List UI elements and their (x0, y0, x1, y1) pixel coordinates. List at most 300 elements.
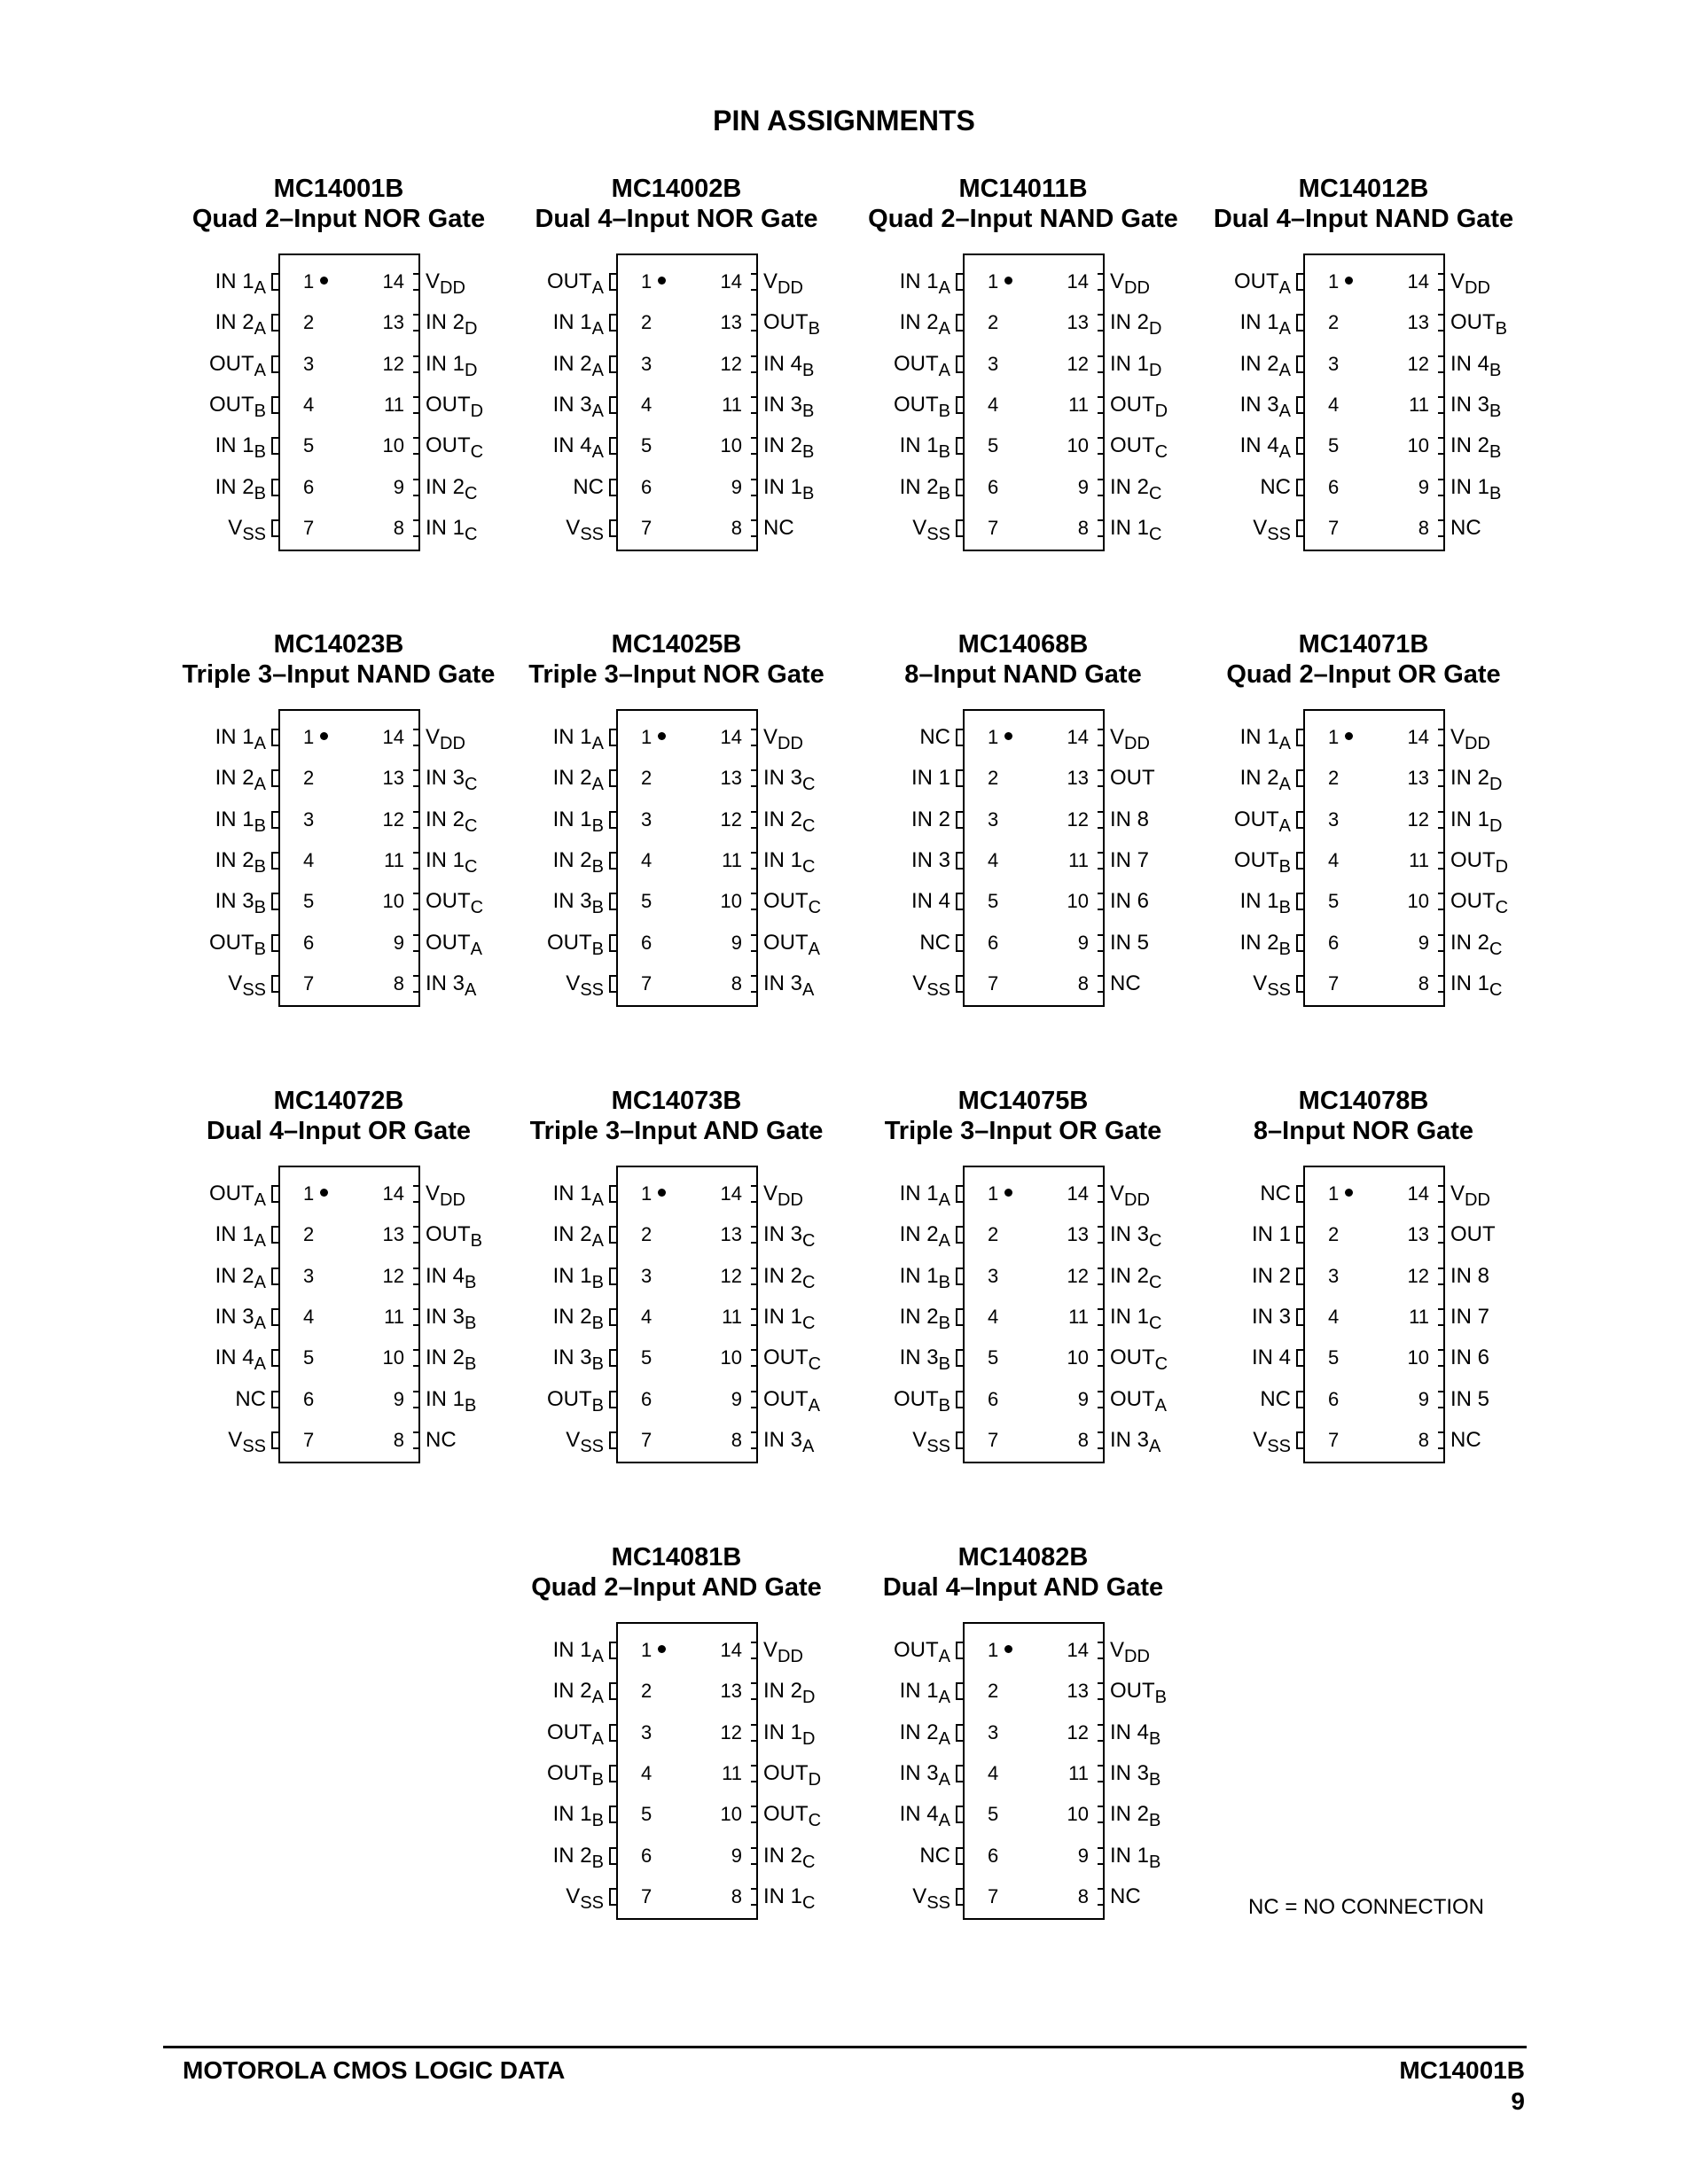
pin-label (552, 1181, 604, 1210)
pin-signal-name: IN 2 (426, 310, 465, 335)
pin-stub (1098, 1349, 1105, 1367)
pin-label (1450, 269, 1490, 298)
pin-signal-subscript: A (591, 1728, 604, 1749)
pin-stub (609, 355, 616, 373)
pin-signal-name: IN 1 (426, 847, 465, 872)
pin-signal-name: IN 2 (552, 1222, 592, 1247)
pin-label (546, 1720, 604, 1749)
pin-signal-subscript: C (802, 1313, 816, 1333)
pin-label (1110, 474, 1161, 501)
pin-signal-subscript: A (938, 1811, 950, 1831)
part-number: MC14001B (273, 175, 404, 203)
pin-label (1252, 1304, 1291, 1330)
pin-signal-name: NC (426, 1427, 457, 1452)
pin-signal-subscript: B (1489, 442, 1502, 463)
pin-stub (609, 1847, 616, 1865)
pin1-marker-dot-icon (1004, 1189, 1012, 1197)
pin-signal-name: IN 1 (552, 807, 592, 831)
pin-left-7 (837, 515, 999, 544)
pin-signal-subscript: B (1489, 401, 1502, 421)
pin-signal-subscript: B (591, 856, 604, 877)
pin-number: 10 (1067, 434, 1089, 457)
pin-signal-name: OUT (208, 1182, 254, 1205)
part-number: MC14072B (273, 1087, 404, 1115)
pin-number: 7 (1328, 516, 1340, 539)
pin1-marker-dot-icon (320, 1189, 328, 1197)
pin-signal-name: IN 1 (1450, 807, 1490, 831)
pin-left-2 (837, 1221, 999, 1252)
pin-signal-name: IN 4 (426, 1263, 465, 1288)
pin-signal-subscript: DD (1465, 278, 1490, 298)
pin-number: 3 (1328, 1264, 1340, 1287)
pin-number: 4 (303, 1305, 315, 1328)
pin-right-9 (1077, 1843, 1209, 1872)
pin-signal-subscript: C (802, 1892, 816, 1913)
pin-label (215, 433, 266, 463)
pin-stub (956, 396, 963, 414)
pin-signal-name: V (1450, 1182, 1465, 1205)
pin-number: 7 (1328, 1428, 1340, 1451)
pin-label (1110, 515, 1161, 542)
pin-signal-subscript: C (802, 1272, 816, 1292)
pin-stub (271, 934, 278, 952)
pin-stub (1438, 479, 1445, 496)
pin-stub (1438, 1431, 1445, 1449)
pin-right-14 (1407, 1181, 1550, 1210)
pin-label (1450, 930, 1503, 959)
pin-left-1 (1177, 1181, 1340, 1207)
pin-number: 12 (720, 807, 742, 831)
pin-number: 7 (988, 971, 999, 994)
pin-left-2 (837, 1678, 999, 1708)
pin-signal-subscript: DD (1124, 734, 1150, 753)
pin-signal-subscript: SS (926, 1892, 950, 1913)
pin-signal-name: IN 2 (763, 1263, 803, 1288)
pin-left-6 (837, 930, 999, 956)
pin-label (426, 1181, 465, 1210)
pin-left-5 (1177, 888, 1340, 918)
pin-signal-name: IN 2 (1251, 1263, 1291, 1288)
pin-number: 4 (641, 1761, 653, 1784)
pin-stub (413, 1268, 420, 1285)
pin-signal-name: OUT (1110, 1346, 1155, 1370)
pin-stub (956, 811, 963, 829)
pin-number: 11 (1409, 1305, 1429, 1328)
pin-signal-name: IN 2 (215, 847, 254, 872)
pin-number: 3 (988, 1264, 999, 1287)
pin-number: 5 (303, 890, 315, 913)
pin-number: 12 (382, 1264, 404, 1287)
pin-signal-subscript: SS (242, 1436, 266, 1456)
pin-right-8 (1077, 1884, 1209, 1910)
pin-signal-name: IN 3 (1110, 1760, 1150, 1785)
pin-signal-subscript: A (1278, 442, 1291, 463)
pin-stub (751, 729, 758, 746)
pin-number: 13 (720, 767, 742, 790)
pin-signal-name: OUT (426, 930, 471, 955)
pin-label (763, 724, 803, 751)
pin-signal-subscript: B (254, 442, 266, 463)
pin-number: 14 (382, 726, 404, 748)
pin-left-4 (837, 1304, 999, 1333)
pin-signal-subscript: C (1154, 1354, 1168, 1375)
pin-label (763, 1221, 816, 1252)
pin-label (1233, 847, 1291, 877)
pin-stub (1098, 1806, 1105, 1823)
pin-signal-name: V (228, 515, 243, 540)
pin-number: 5 (1328, 1346, 1340, 1369)
pin-signal-name: OUT (426, 433, 471, 458)
pin-signal-name: IN 3 (426, 766, 465, 791)
pin-stub (956, 273, 963, 291)
pin-signal-subscript: B (1149, 1728, 1161, 1749)
pin-signal-name: V (1253, 971, 1268, 995)
pin-label (1110, 1843, 1161, 1872)
pin-label (215, 724, 266, 751)
pin-label (215, 1304, 266, 1333)
pin-label (912, 971, 950, 1000)
pin-signal-name: IN 3 (899, 1760, 939, 1785)
pin-label (911, 888, 950, 915)
pin-left-3 (152, 807, 315, 836)
pin-signal-subscript: B (591, 898, 604, 918)
pin-number: 13 (382, 1223, 404, 1246)
pin-number: 5 (303, 1346, 315, 1369)
pin-signal-name: IN 2 (552, 351, 592, 376)
pin-number: 9 (1077, 1844, 1089, 1867)
pin-stub (609, 1642, 616, 1659)
pin-number: 9 (393, 1387, 404, 1410)
pin-signal-name: OUT (763, 930, 809, 955)
pin-left-4 (490, 392, 653, 421)
pin-number: 9 (1077, 1387, 1089, 1410)
pin-signal-name: NC (763, 515, 794, 540)
pin-stub (1438, 1185, 1445, 1203)
pin-signal-subscript: B (591, 1272, 604, 1292)
pin-label (552, 888, 604, 918)
pin-signal-name: V (763, 725, 778, 749)
pin-left-3 (1177, 807, 1340, 836)
pin-signal-name: V (566, 515, 581, 540)
pin-label (1110, 1304, 1162, 1333)
pin-stub (751, 1391, 758, 1408)
pin-stub (271, 355, 278, 373)
ic-pinout-diagram (490, 629, 863, 1046)
pin-right-10 (1407, 1345, 1550, 1371)
pin-number: 7 (988, 1428, 999, 1451)
pin-signal-subscript: A (254, 775, 266, 795)
pin-left-1 (152, 724, 315, 753)
pin-signal-name: V (228, 1427, 243, 1452)
pin-signal-name: NC (1260, 474, 1291, 499)
pin-number: 14 (1407, 726, 1429, 748)
pin-signal-name: OUT (1233, 269, 1279, 293)
pin-number: 12 (1067, 1720, 1089, 1743)
pin-label (1450, 474, 1501, 501)
pin-number: 1 (641, 724, 666, 751)
pin-label (208, 1181, 266, 1210)
pin-stub (1296, 1226, 1303, 1244)
pin-left-1 (490, 1637, 653, 1666)
pin-signal-name: V (1450, 725, 1465, 749)
pin-signal-subscript: A (802, 1436, 815, 1456)
pin-number: 2 (641, 1680, 653, 1703)
pin-left-1 (837, 1637, 999, 1666)
pin-label (763, 807, 816, 836)
pin-signal-subscript: DD (778, 1647, 803, 1666)
pin-right-13 (1407, 309, 1550, 339)
pin-stub (271, 1226, 278, 1244)
pin-signal-name: V (912, 1884, 927, 1908)
pin-left-7 (1177, 515, 1340, 544)
pin-signal-name: V (426, 725, 441, 749)
pin-stub (956, 1391, 963, 1408)
pin-signal-name: V (912, 1427, 927, 1452)
pin-signal-name: IN 3 (1110, 1222, 1150, 1247)
pin-signal-name: NC (1450, 515, 1481, 540)
pin-signal-name: IN 1 (1239, 310, 1279, 335)
pin-number: 13 (382, 767, 404, 790)
pin-stub (956, 1226, 963, 1244)
pin-signal-name: NC (919, 725, 950, 749)
pin-signal-name: IN 1 (1251, 1222, 1291, 1247)
pin-left-3 (837, 807, 999, 833)
pin-stub (1296, 479, 1303, 496)
pin-number: 5 (641, 434, 653, 457)
part-description: Dual 4–Input OR Gate (206, 1117, 472, 1145)
pin-number: 12 (1067, 807, 1089, 831)
pin-label (426, 888, 484, 918)
pin-label (911, 847, 950, 874)
pin-left-4 (837, 847, 999, 874)
pin-number: 7 (303, 971, 315, 994)
pin-signal-name: V (1253, 515, 1268, 540)
pin-stub (1438, 811, 1445, 829)
pin-number: 12 (720, 1264, 742, 1287)
pin-signal-name: OUT (893, 1638, 939, 1662)
pin-signal-name: IN 2 (1450, 766, 1490, 791)
pin-label (215, 269, 266, 298)
pin-right-11 (1409, 847, 1550, 877)
pin-signal-name: OUT (763, 1802, 809, 1827)
pin-stub (1296, 729, 1303, 746)
pin-signal-name: IN 2 (426, 474, 465, 499)
pin-right-11 (1068, 1760, 1209, 1790)
pin-number: 2 (303, 767, 315, 790)
pin-signal-subscript: C (465, 524, 478, 544)
pin-signal-subscript: C (465, 856, 478, 877)
pin-number: 10 (1407, 1346, 1429, 1369)
pin-signal-subscript: B (465, 1272, 477, 1292)
pin1-marker-dot-icon (1004, 277, 1012, 285)
pin-label (899, 269, 950, 298)
pin-signal-subscript: SS (242, 524, 266, 544)
pin-signal-subscript: A (938, 1231, 950, 1252)
pin-number: 11 (722, 1761, 742, 1784)
pin-stub (609, 519, 616, 537)
pin-signal-name: IN 4 (552, 433, 592, 458)
pin-left-4 (1177, 392, 1340, 421)
pin-signal-subscript: A (254, 319, 266, 339)
pin-label (893, 392, 950, 421)
pin-stub (609, 1765, 616, 1782)
pin-label (566, 515, 604, 542)
pin-number: 7 (303, 1428, 315, 1451)
pin-signal-name: IN 3 (552, 392, 592, 417)
pin-number: 9 (393, 931, 404, 954)
pin-number: 1 (988, 1637, 1012, 1664)
part-number: MC14025B (611, 630, 742, 659)
pin-signal-name: IN 1 (426, 351, 465, 376)
pin-signal-name: IN 1 (215, 725, 254, 749)
footer-part-number: MC14001B (1399, 2056, 1525, 2084)
pin-label (919, 1843, 950, 1869)
pin-number: 10 (1067, 1803, 1089, 1826)
pin-left-1 (490, 269, 653, 298)
pin-signal-subscript: B (938, 1354, 950, 1375)
pin-left-5 (837, 888, 999, 915)
pin-label (1110, 1221, 1162, 1252)
pin-stub (413, 314, 420, 332)
part-description: Triple 3–Input OR Gate (884, 1117, 1162, 1145)
pin-number: 9 (731, 931, 742, 954)
pin-number: 5 (641, 890, 653, 913)
pin-signal-name: IN 1 (1110, 351, 1150, 376)
pin-signal-subscript: B (938, 1272, 950, 1292)
pin-left-1 (1177, 269, 1340, 298)
pin-signal-name: OUT (546, 930, 592, 955)
pin-stub (609, 1888, 616, 1906)
pin-label (763, 971, 815, 1000)
pin-left-7 (490, 515, 653, 544)
pin-left-3 (837, 1263, 999, 1292)
pin-stub (1098, 396, 1105, 414)
pin-stub (956, 852, 963, 870)
pin-stub (956, 519, 963, 537)
pin-label (426, 351, 477, 378)
pin-label (546, 1386, 604, 1416)
pin-label (1260, 1386, 1291, 1413)
pin-signal-subscript: B (1278, 939, 1291, 959)
pin-signal-name: OUT (893, 392, 939, 417)
pin-signal-name: OUT (546, 1386, 592, 1411)
pin-stub (751, 1806, 758, 1823)
ic-pinout-diagram (490, 1542, 863, 1959)
pin-signal-name: IN 2 (426, 1346, 465, 1370)
pin-label (1233, 807, 1291, 836)
pin-stub (1296, 1308, 1303, 1326)
pin-signal-subscript: DD (1124, 1190, 1150, 1210)
pin-number: 4 (303, 393, 315, 416)
pin-left-6 (1177, 1386, 1340, 1413)
pin-number: 1 (641, 1637, 666, 1664)
pin-label (763, 392, 815, 421)
pin-left-2 (837, 309, 999, 339)
pin-label (1233, 269, 1291, 298)
pin-label (1110, 433, 1168, 463)
pin-stub (1296, 1185, 1303, 1203)
pin-number: 3 (641, 352, 653, 375)
pin-number: 8 (393, 516, 404, 539)
pin-signal-name: OUT (208, 930, 254, 955)
pin-stub (751, 1431, 758, 1449)
pin-number: 13 (1407, 311, 1429, 334)
pin-signal-name: IN 2 (763, 807, 803, 831)
pin-left-6 (1177, 930, 1340, 959)
pin-left-2 (837, 765, 999, 792)
pin-number: 13 (1067, 311, 1089, 334)
pin-signal-subscript: B (938, 1313, 950, 1333)
pin-signal-name: IN 1 (552, 1638, 592, 1662)
pin-stub (413, 479, 420, 496)
pin-signal-subscript: A (1278, 734, 1291, 753)
pin-label (899, 1345, 950, 1375)
pin-number: 9 (1077, 475, 1089, 498)
pin-number: 1 (988, 1181, 1012, 1207)
pin-label (763, 930, 821, 959)
pin-left-7 (837, 1427, 999, 1456)
pin-signal-subscript: B (1154, 1688, 1168, 1708)
pin-stub (956, 1642, 963, 1659)
part-number: MC14078B (1298, 1087, 1429, 1115)
pin-signal-subscript: SS (926, 1436, 950, 1456)
pin-signal-subscript: B (254, 815, 266, 836)
pin-number: 11 (1068, 848, 1089, 871)
pin-number: 13 (720, 1223, 742, 1246)
pin-number: 4 (988, 1305, 999, 1328)
ic-pinout-diagram (1177, 629, 1550, 1046)
pin-stub (413, 1391, 420, 1408)
pin-right-11 (1409, 392, 1550, 421)
pin-label (1110, 392, 1168, 421)
pin-signal-subscript: B (465, 1354, 477, 1375)
pin-signal-subscript: B (591, 1395, 604, 1416)
ic-pinout-diagram (837, 629, 1209, 1046)
pin-label (1260, 474, 1291, 501)
pin-left-4 (1177, 847, 1340, 877)
pin-signal-subscript: A (938, 1647, 950, 1666)
pin-number: 7 (641, 516, 653, 539)
pin-label (919, 930, 950, 956)
pin-label (215, 1345, 266, 1375)
pin-signal-name: IN 3 (910, 847, 950, 872)
part-number: MC14002B (611, 175, 742, 203)
pin-left-2 (152, 1221, 315, 1252)
pin-signal-subscript: A (938, 1688, 950, 1708)
pin-number: 11 (1068, 1761, 1089, 1784)
pin-signal-subscript: B (254, 483, 266, 503)
pin-stub (413, 355, 420, 373)
pin-label (552, 1304, 604, 1333)
footer-publication: MOTOROLA CMOS LOGIC DATA (183, 2056, 566, 2084)
pin-label (1450, 724, 1490, 751)
pin-stub (1438, 1268, 1445, 1285)
pin-number: 9 (731, 475, 742, 498)
pin-stub (271, 769, 278, 787)
pin-signal-name: OUT (426, 889, 471, 914)
pin-label (552, 1345, 604, 1375)
pin-label (911, 765, 950, 792)
pin-left-4 (1177, 1304, 1340, 1330)
pin-number: 1 (641, 269, 666, 295)
pin-signal-name: IN 2 (899, 1304, 939, 1329)
pin-left-6 (1177, 474, 1340, 501)
pin-number: 4 (641, 848, 653, 871)
pin-stub (1438, 893, 1445, 910)
pin-signal-name: IN 2 (215, 474, 254, 499)
pin-number: 10 (382, 890, 404, 913)
pin-stub (1296, 811, 1303, 829)
